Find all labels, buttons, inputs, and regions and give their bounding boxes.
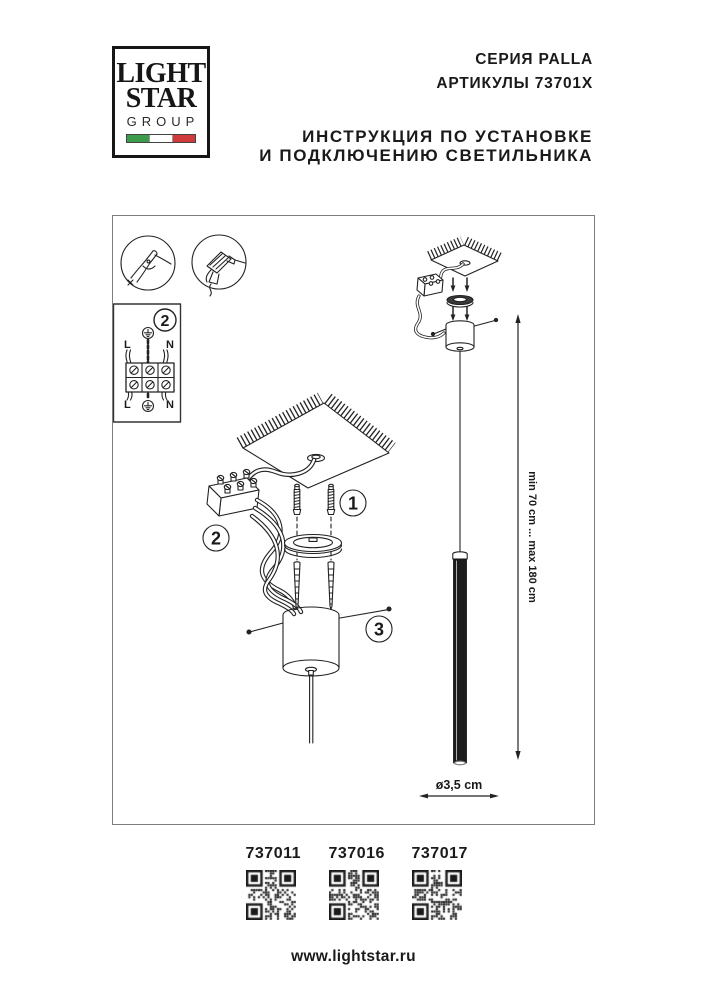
canopy	[247, 607, 391, 743]
height-dimension	[515, 314, 538, 760]
ceiling-panel-small	[429, 241, 500, 277]
articles-line: АРТИКУЛЫ 73701X	[436, 75, 593, 92]
assembled-view	[416, 241, 538, 799]
flag-white-stripe	[149, 135, 173, 142]
grounding-icon	[143, 328, 154, 339]
doc-title-line1: ИНСТРУКЦИЯ ПО УСТАНОВКЕ	[302, 127, 593, 146]
installation-diagram	[112, 215, 595, 825]
article-code: 737016	[328, 845, 385, 862]
wall-anchors	[294, 562, 334, 610]
ceiling-panel-main	[240, 398, 393, 488]
pendant-tube	[453, 552, 467, 765]
drill-icon	[192, 235, 246, 296]
height-range-label: min 70 cm ... max 180 cm	[526, 471, 538, 603]
wiring-step-number: 2	[160, 313, 170, 330]
doc-title	[259, 127, 593, 165]
mounting-ring	[285, 535, 342, 558]
series-name: СЕРИЯ PALLA	[475, 51, 593, 68]
terminal-block-small	[417, 274, 443, 296]
italian-flag-icon	[126, 134, 196, 143]
lightstar-logo	[112, 46, 210, 158]
wiring-detail-box	[114, 304, 181, 422]
article-code: 737011	[245, 845, 302, 862]
diameter-label: ø3,5 cm	[435, 778, 483, 792]
flag-green-stripe	[127, 135, 149, 142]
article-code: 737017	[411, 845, 468, 862]
qr-code	[329, 870, 379, 920]
mounting-ring-small	[447, 296, 473, 308]
logo-word-star: STAR	[125, 83, 197, 114]
logo-word-light: LIGHT	[116, 58, 206, 89]
article-figure	[328, 845, 385, 920]
callout-2: 2	[210, 528, 222, 549]
qr-code	[246, 870, 296, 920]
wire-label-l-bottom: L	[124, 399, 131, 411]
flag-red-stripe	[173, 135, 195, 142]
articles-row	[0, 845, 707, 920]
diameter-dimension	[419, 778, 499, 798]
logo-word-group: GROUP	[126, 114, 200, 129]
callout-1: 1	[347, 493, 359, 514]
canopy-wires	[252, 500, 301, 614]
terminal-block-schematic	[126, 363, 174, 392]
header-text-block	[259, 48, 593, 165]
article-figure	[411, 845, 468, 920]
doc-title-line2: И ПОДКЛЮЧЕНИЮ СВЕТИЛЬНИКА	[259, 146, 593, 165]
wire-stripper-icon	[121, 236, 175, 290]
callout-3: 3	[373, 619, 385, 640]
wire-label-n-top: N	[166, 339, 174, 351]
wire-label-n-bottom: N	[166, 399, 174, 411]
grounding-icon-bottom	[143, 401, 154, 412]
qr-code	[412, 870, 462, 920]
article-figure	[245, 845, 302, 920]
website-url: www.lightstar.ru	[291, 948, 416, 965]
wire-label-l-top: L	[124, 339, 131, 351]
